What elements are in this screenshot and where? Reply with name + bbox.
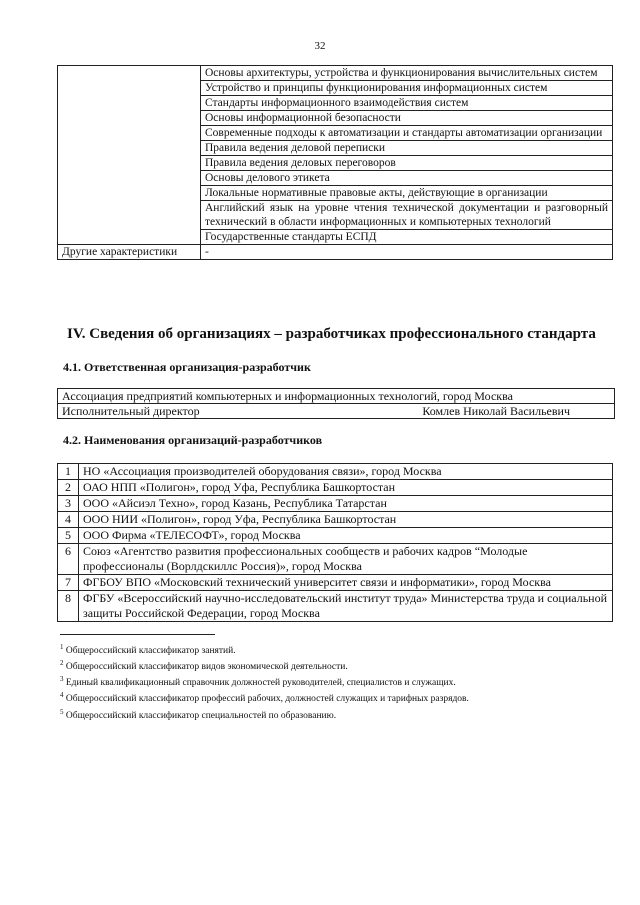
developer-number: 6 <box>58 544 79 575</box>
responsible-org-row <box>58 389 614 404</box>
knowledge-item: Современные подходы к автоматизации и стандарты автоматизации организации <box>201 126 613 141</box>
footnote-text: Общероссийский классификатор видов экономической деятельности. <box>65 662 348 673</box>
footnote-mark: 4 <box>60 691 64 700</box>
knowledge-item: Английский язык на уровне чтения технической документации и разговорный технический в области информационных и компьютерных технологий <box>201 201 613 230</box>
knowledge-item: Основы архитектуры, устройства и функционирования вычислительных систем <box>201 66 613 81</box>
footnote <box>60 706 600 722</box>
footnote <box>60 657 600 673</box>
knowledge-item: Правила ведения деловых переговоров <box>201 156 613 171</box>
developer-number: 2 <box>58 480 79 496</box>
footnote-text: Единый квалификационный справочник должностей руководителей, специалистов и служащих. <box>65 678 456 689</box>
knowledge-item: Устройство и принципы функционирования информационных систем <box>201 81 613 96</box>
developer-name: НО «Ассоциация производителей оборудования связи», город Москва <box>79 464 613 480</box>
footnote-mark: 3 <box>60 675 64 684</box>
developer-number: 3 <box>58 496 79 512</box>
knowledge-item: Основы информационной безопасности <box>201 111 613 126</box>
footnote-mark: 1 <box>60 643 64 651</box>
developer-row <box>58 496 613 512</box>
footnote-mark: 2 <box>60 659 64 668</box>
developer-row <box>58 512 613 528</box>
developer-row <box>58 591 613 622</box>
knowledge-item: Государственные стандарты ЕСПД <box>201 230 613 245</box>
developer-name: ООО НИИ «Полигон», город Уфа, Республика Башкортостан <box>79 512 613 528</box>
responsible-org-heading: 4.1. Ответственная организация-разработчик <box>63 360 311 374</box>
developers-heading: 4.2. Наименования организаций-разработчиков <box>63 433 323 447</box>
developer-number: 4 <box>58 512 79 528</box>
developer-row <box>58 528 613 544</box>
other-characteristics-value: - <box>201 245 613 260</box>
footnote <box>60 641 600 657</box>
other-characteristics-row <box>58 245 613 260</box>
knowledge-row <box>58 66 613 81</box>
developer-name: ФГБОУ ВПО «Московский технический университет связи и информатики», город Москва <box>79 575 613 591</box>
developer-number: 5 <box>58 528 79 544</box>
footnote-mark: 5 <box>60 707 64 716</box>
knowledge-label-cell <box>58 66 201 245</box>
developer-row <box>58 575 613 591</box>
developer-row <box>58 544 613 575</box>
director-name: Комлев Николай Васильевич <box>422 404 570 418</box>
footnotes <box>60 641 600 722</box>
developer-name: Союз «Агентство развития профессиональных сообществ и рабочих кадров “Молодые профессионалы (Ворлдскиллс Россия)», город Москва <box>79 544 613 575</box>
knowledge-item: Стандарты информационного взаимодействия систем <box>201 96 613 111</box>
developer-number: 8 <box>58 591 79 622</box>
knowledge-table <box>57 65 613 260</box>
developer-row <box>58 464 613 480</box>
knowledge-item: Локальные нормативные правовые акты, действующие в организации <box>201 186 613 201</box>
footnotes-divider <box>60 634 215 635</box>
page-number: 32 <box>314 40 326 52</box>
developer-name: ОАО НПП «Полигон», город Уфа, Республика Башкортостан <box>79 480 613 496</box>
developer-number: 1 <box>58 464 79 480</box>
knowledge-item: Правила ведения деловой переписки <box>201 141 613 156</box>
developer-name: ООО Фирма «ТЕЛЕСОФТ», город Москва <box>79 528 613 544</box>
responsible-org-table <box>57 388 615 419</box>
responsible-org-name: Ассоциация предприятий компьютерных и информационных технологий, город Москва <box>62 389 513 403</box>
footnote-text: Общероссийский классификатор профессий рабочих, должностей служащих и тарифных разрядов. <box>65 694 469 705</box>
other-characteristics-label: Другие характеристики <box>58 245 201 260</box>
developer-name: ФГБУ «Всероссийский научно-исследовательский институт труда» Министерства труда и социальной защиты Российской Федерации, город Москва <box>79 591 613 622</box>
footnote-text: Общероссийский классификатор специальностей по образованию. <box>65 710 337 721</box>
developer-row <box>58 480 613 496</box>
director-row <box>58 404 614 418</box>
section-title: IV. Сведения об организациях – разработчиках профессионального стандарта <box>67 326 596 342</box>
footnote-text: Общероссийский классификатор занятий. <box>65 646 236 657</box>
developer-number: 7 <box>58 575 79 591</box>
developer-name: ООО «Айсиэл Техно», город Казань, Республика Татарстан <box>79 496 613 512</box>
footnote <box>60 673 600 689</box>
knowledge-item: Основы делового этикета <box>201 171 613 186</box>
developers-table <box>57 463 613 622</box>
director-label: Исполнительный директор <box>62 404 200 418</box>
footnote <box>60 689 600 705</box>
